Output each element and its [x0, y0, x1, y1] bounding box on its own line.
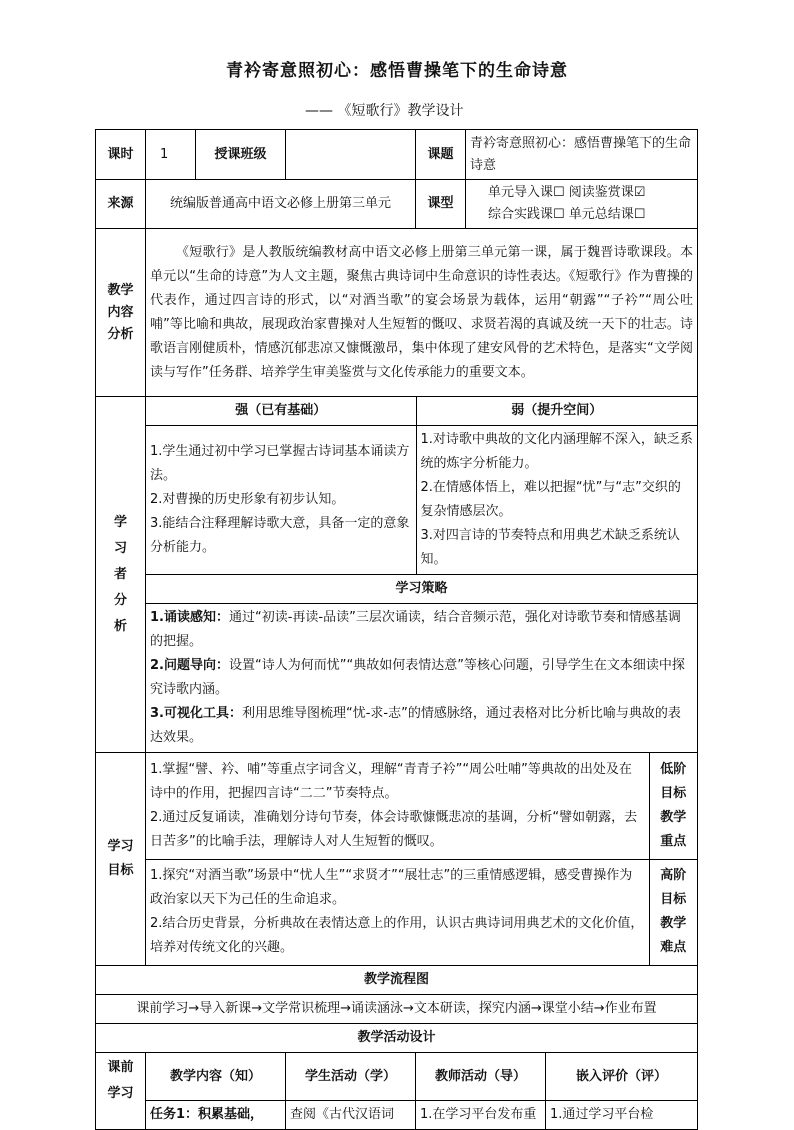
- label-period: 课时: [96, 130, 146, 180]
- strategy-text-3: 利用思维导图梳理“忧-求-志”的情感脉络，通过表格对比分析比喻与典故的表达效果。: [150, 706, 681, 745]
- weak-list: [416, 426, 697, 575]
- weak-item-3: 3.对四言诗的节奏特点和用典艺术缺乏系统认知。: [420, 528, 680, 567]
- high-goals: [146, 859, 649, 965]
- strategy-item-3: [150, 702, 693, 750]
- strategy-text-2: 设置“诗人为何而忧”“典故如何表情达意”等核心问题，引导学生在文本细读中探究诗歌内涵。: [150, 658, 685, 697]
- learner-inner-table: [146, 397, 697, 752]
- goals-cell: [146, 753, 698, 966]
- flow-head: 教学流程图: [96, 966, 698, 995]
- col-teacher: 教师活动（导）: [416, 1053, 546, 1101]
- strong-list: [146, 426, 416, 575]
- learning-goals-label: 学习目标: [107, 839, 134, 878]
- content-analysis-label: 教学内容分析: [107, 282, 134, 342]
- weak-head: 弱（提升空间）: [416, 397, 697, 426]
- flow-text: 课前学习→导入新课→文学常识梳理→诵读涵泳→文本研读，探究内涵→课堂小结→作业布置: [96, 995, 698, 1024]
- strong-item-1: 1.学生通过初中学习已掌握古诗词基本诵读方法。: [150, 444, 410, 483]
- high-goal-2: 2.结合历史背景，分析典故在表情达意上的作用，认识古典诗词用典艺术的文化价值，培养对传统文化的兴趣。: [150, 916, 644, 956]
- cell-teacher: 1.在学习平台发布重: [416, 1101, 546, 1130]
- activity-head: 教学活动设计: [96, 1024, 698, 1053]
- content-analysis-text: 《短歌行》是人教版统编教材高中语文必修上册第三单元第一课，属于魏晋诗歌课段。本单元以“生命的诗意”为人文主题，聚焦古典诗词中生命意识的诗性表达。《短歌行》作为曹操的代表作，通过四言诗的形式，以“对酒当歌”的宴会场景为载体，运用“朝露”“子衿”“周公吐哺”等比喻和典故，展现政治家曹操对人生短暂的慨叹、求贤若渴的真诚及统一天下的壮志。诗歌语言刚健质朴，情感沉郁悲凉又慷慨激昂，集中体现了建安风骨的艺术特色，是落实“文学阅读与写作”任务群、培养学生审美鉴赏与文化传承能力的重要文本。: [146, 229, 698, 397]
- activity-stage-text: 课前学习: [107, 1060, 134, 1101]
- label-type: 课型: [416, 180, 466, 229]
- strategy-text-1: 通过“初读-再读-品读”三层次诵读，结合音频示范，强化对诗歌节奏和情感基调的把握。: [150, 610, 681, 649]
- strong-item-3: 3.能结合注释理解诗歌大意，具备一定的意象分析能力。: [150, 516, 410, 555]
- document-title: 青衿寄意照初心：感悟曹操笔下的生命诗意: [226, 61, 568, 81]
- high-goal-1: 1.探究“对酒当歌”场景中“忧人生”“求贤才”“展壮志”的三重情感逻辑，感受曹操作为政治家以天下为己任的生命追求。: [150, 868, 633, 908]
- value-source: 统编版普通高中语文必修上册第三单元: [146, 180, 416, 229]
- cell-eval: 1.通过学习平台检: [546, 1101, 698, 1130]
- strategy-key-2: 2.问题导向：: [150, 658, 229, 673]
- col-eval: 嵌入评价（评）: [546, 1053, 698, 1101]
- type-options-2: 综合实践课☐ 单元总结课☐: [488, 207, 646, 222]
- strategy-key-1: 1.诵读感知：: [150, 610, 229, 625]
- col-content: 教学内容（知）: [146, 1053, 286, 1101]
- value-class: [286, 130, 416, 180]
- low-goal-2: 2.通过反复诵读，准确划分诗句节奏，体会诗歌慷慨悲凉的基调，分析“譬如朝露，去日苦多”的比喻手法，理解诗人对人生短暂的慨叹。: [150, 809, 638, 849]
- strategy-key-3: 3.可视化工具：: [150, 706, 242, 721]
- learner-analysis-cell: [146, 397, 698, 753]
- label-learning-goals: [96, 753, 146, 966]
- strategy-item-1: [150, 606, 693, 654]
- low-goal-tag-text: 低阶目标教学重点: [660, 761, 687, 849]
- activity-stage: [96, 1053, 146, 1130]
- high-goal-tag-text: 高阶目标教学难点: [660, 868, 687, 956]
- high-goal-tag: [649, 859, 697, 965]
- label-topic: 课题: [416, 130, 466, 180]
- lesson-plan-table: [95, 129, 698, 1130]
- document-subtitle: —— 《短歌行》教学设计: [305, 103, 464, 119]
- weak-item-2: 2.在情感体悟上，难以把握“忧”与“志”交织的复杂情感层次。: [420, 480, 681, 519]
- strategy-head: 学习策略: [146, 575, 697, 604]
- col-student: 学生活动（学）: [286, 1053, 416, 1101]
- label-learner-analysis: [96, 397, 146, 753]
- strategy-list: [146, 604, 697, 753]
- cell-content: 任务1：积累基础，: [146, 1101, 286, 1130]
- label-class: 授课班级: [196, 130, 286, 180]
- cell-student: 查阅《古代汉语词: [286, 1101, 416, 1130]
- low-goal-1: 1.掌握“譬、衿、哺”等重点字词含义，理解“青青子衿”“周公吐哺”等典故的出处及在诗中的作用，把握四言诗“二二”节奏特点。: [150, 761, 632, 801]
- strategy-item-2: [150, 654, 693, 702]
- strong-item-2: 2.对曹操的历史形象有初步认知。: [150, 492, 345, 507]
- weak-item-1: 1.对诗歌中典故的文化内涵理解不深入，缺乏系统的炼字分析能力。: [420, 432, 693, 471]
- low-goal-tag: [649, 753, 697, 859]
- label-source: 来源: [96, 180, 146, 229]
- type-options-1: 单元导入课☐ 阅读鉴赏课☑: [488, 185, 646, 200]
- strong-head: 强（已有基础）: [146, 397, 416, 426]
- value-topic: 青衿寄意照初心：感悟曹操笔下的生命诗意: [466, 130, 698, 180]
- low-goals: [146, 753, 649, 859]
- value-type: [466, 180, 698, 229]
- learner-analysis-label: 学习者分析: [113, 514, 127, 634]
- value-period: 1: [146, 130, 196, 180]
- label-content-analysis: [96, 229, 146, 397]
- goals-inner-table: [146, 753, 697, 965]
